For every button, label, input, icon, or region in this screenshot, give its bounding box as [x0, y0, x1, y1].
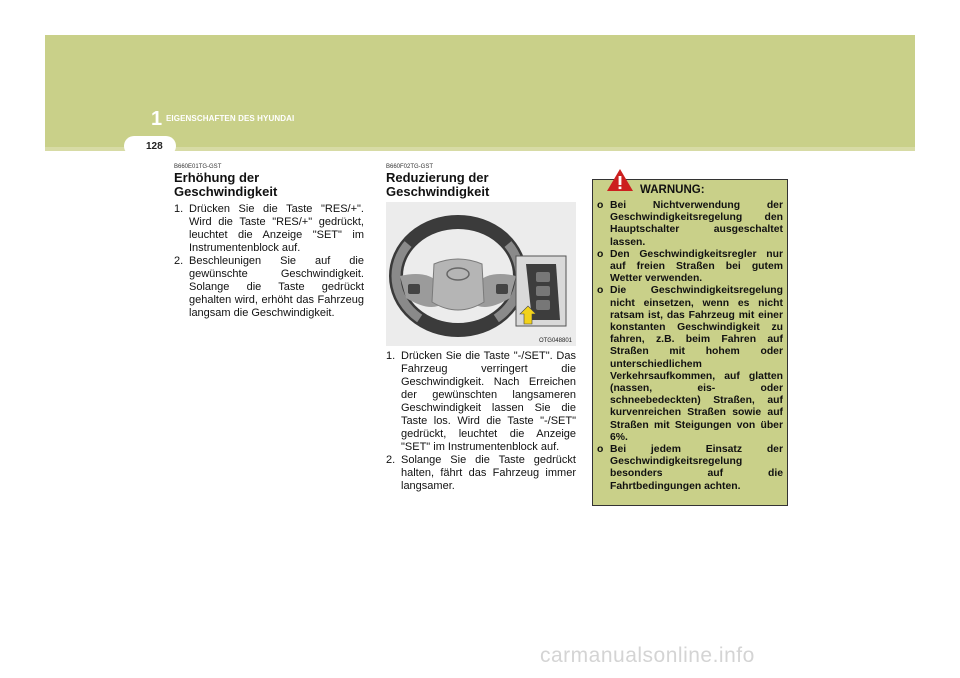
- warning-text: Bei jedem Einsatz der Geschwindigkeitsregelung besonders auf die Fahrtbedingungen achten.: [610, 444, 783, 492]
- section-code: B660E01TG-GST: [174, 164, 222, 170]
- warning-item: [597, 200, 783, 249]
- warning-text: Den Geschwindigkeitsregler nur auf freien Straßen bei gutem Wetter verwenden.: [610, 248, 783, 285]
- instruction-item: [174, 255, 364, 320]
- instruction-list: [386, 350, 576, 493]
- page-number: 128: [146, 141, 163, 152]
- item-number: 1.: [174, 203, 184, 215]
- section-heading-line1: Reduzierung der: [386, 170, 489, 185]
- section-code: B660F02TG-GST: [386, 164, 434, 170]
- instruction-item: [386, 454, 576, 493]
- item-number: 2.: [386, 454, 396, 466]
- speed-decrease-instructions: [386, 350, 576, 493]
- warning-text: Bei Nichtverwendung der Geschwindigkeitsregelung den Hauptschalter ausgeschaltet lassen.: [610, 200, 783, 248]
- chapter-title: EIGENSCHAFTEN DES HYUNDAI: [166, 114, 295, 123]
- warning-triangle-icon: [606, 168, 634, 192]
- item-text: Drücken Sie die Taste "-/SET". Das Fahrzeug verringert die Geschwindigkeit. Nach Erreichen der gewünschten langsameren Geschwindigkeit lassen Sie die Taste los. Wird die Taste "-/SET" gedrückt, leuchtet die Anzeige "SET" im Instrumentenblock auf.: [401, 350, 576, 453]
- warning-title: WARNUNG:: [640, 184, 705, 196]
- speed-decrease-section: [386, 164, 576, 199]
- item-text: Beschleunigen Sie auf die gewünschte Geschwindigkeit. Solange die Taste gedrückt gehalten wird, erhöht das Fahrzeug langsam die Geschwindigkeit.: [189, 255, 364, 319]
- bullet: o: [597, 285, 604, 297]
- watermark-text: carmanualsonline.info: [540, 644, 755, 667]
- bullet: o: [597, 248, 604, 260]
- bullet: o: [597, 444, 604, 456]
- warning-text: Die Geschwindigkeitsregelung nicht einsetzen, wenn es nicht ratsam ist, das Fahrzeug mit einer konstanten Geschwindigkeit zu fahren, z.B. beim Fahren auf Straßen mit hohem oder unterschiedlichem Verkehrsaufkommen, auf glatten (nassen, eis- oder schneebedeckten) Straßen, auf kurvenreichen Straßen sowie auf Straßen mit Steigungen von über 6%.: [610, 285, 783, 443]
- section-heading-line2: Geschwindigkeit: [386, 184, 490, 199]
- instruction-list: [174, 203, 364, 320]
- bullet: o: [597, 200, 604, 211]
- figure-code: OTG048801: [538, 338, 572, 344]
- warning-list: [597, 200, 783, 493]
- header-band: [45, 35, 915, 147]
- warning-item: [597, 249, 783, 286]
- item-number: 1.: [386, 350, 396, 362]
- instruction-item: [174, 203, 364, 255]
- item-text: Drücken Sie die Taste "RES/+". Wird die Taste "RES/+" gedrückt, leuchtet die Anzeige "SET" im Instrumentenblock auf.: [189, 203, 364, 254]
- item-text: Solange Sie die Taste gedrückt halten, fährt das Fahrzeug immer langsamer.: [401, 454, 576, 492]
- warning-item: [597, 444, 783, 493]
- instruction-item: [386, 350, 576, 454]
- steering-wheel-figure: [386, 202, 576, 346]
- item-number: 2.: [174, 255, 184, 267]
- speed-increase-section: [174, 164, 364, 320]
- section-heading: Erhöhung der Geschwindigkeit: [174, 170, 278, 199]
- warning-item: [597, 285, 783, 444]
- chapter-number: 1: [151, 108, 163, 130]
- steering-wheel-icon: [386, 202, 576, 346]
